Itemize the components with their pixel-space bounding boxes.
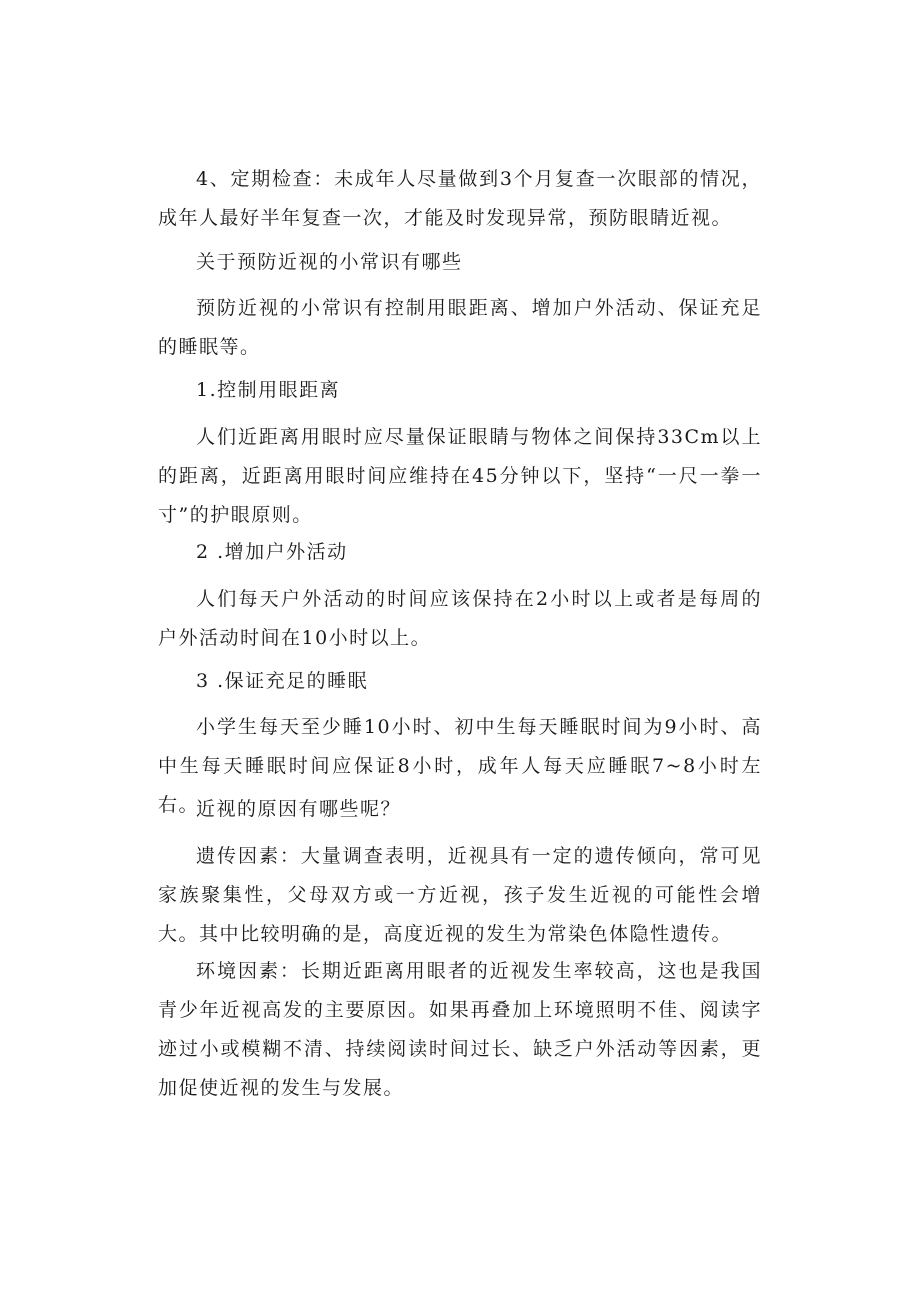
heading-myopia-prevention-tips: 关于预防近视的小常识有哪些 (196, 251, 463, 273)
paragraph-regular-checkup: 4、定期检查：未成年人尽量做到3个月复查一次眼部的情况，成年人最好半年复查一次，才能及时发现异常，预防眼睛近视。 (158, 168, 762, 229)
heading-myopia-causes: 近视的原因有哪些呢？ (196, 798, 402, 820)
heading-control-distance: 1.控制用眼距离 (196, 379, 341, 401)
paragraph-genetic-factors: 遗传因素：大量调查表明，近视具有一定的遗传倾向，常可见家族聚集性，父母双方或一方近视，孩子发生近视的可能性会增大。其中比较明确的是，高度近视的发生为常染色体隐性遗传。 (158, 845, 762, 945)
heading-sufficient-sleep: 3 .保证充足的睡眠 (196, 670, 369, 692)
paragraph-outdoor-activity: 人们每天户外活动的时间应该保持在2小时以上或者是每周的户外活动时间在10小时以上。 (158, 588, 762, 649)
paragraph-sufficient-sleep: 小学生每天至少睡10小时、初中生每天睡眠时间为9小时、高中生每天睡眠时间应保证8小时，成年人每天应睡眠7~8小时左右。 (158, 716, 762, 816)
paragraph-tips-summary: 预防近视的小常识有控制用眼距离、增加户外活动、保证充足的睡眠等。 (158, 297, 762, 358)
paragraph-control-distance: 人们近距离用眼时应尽量保证眼睛与物体之间保持33Cm以上的距离，近距离用眼时间应维持在45分钟以下，坚持“一尺一拳一寸”的护眼原则。 (158, 426, 762, 526)
paragraph-environmental-factors: 环境因素：长期近距离用眼者的近视发生率较高，这也是我国青少年近视高发的主要原因。如果再叠加上环境照明不佳、阅读字迹过小或模糊不清、持续阅读时间过长、缺乏户外活动等因素，更加促使近视的发生与发展。 (158, 960, 762, 1099)
heading-outdoor-activity: 2 .增加户外活动 (196, 541, 348, 563)
